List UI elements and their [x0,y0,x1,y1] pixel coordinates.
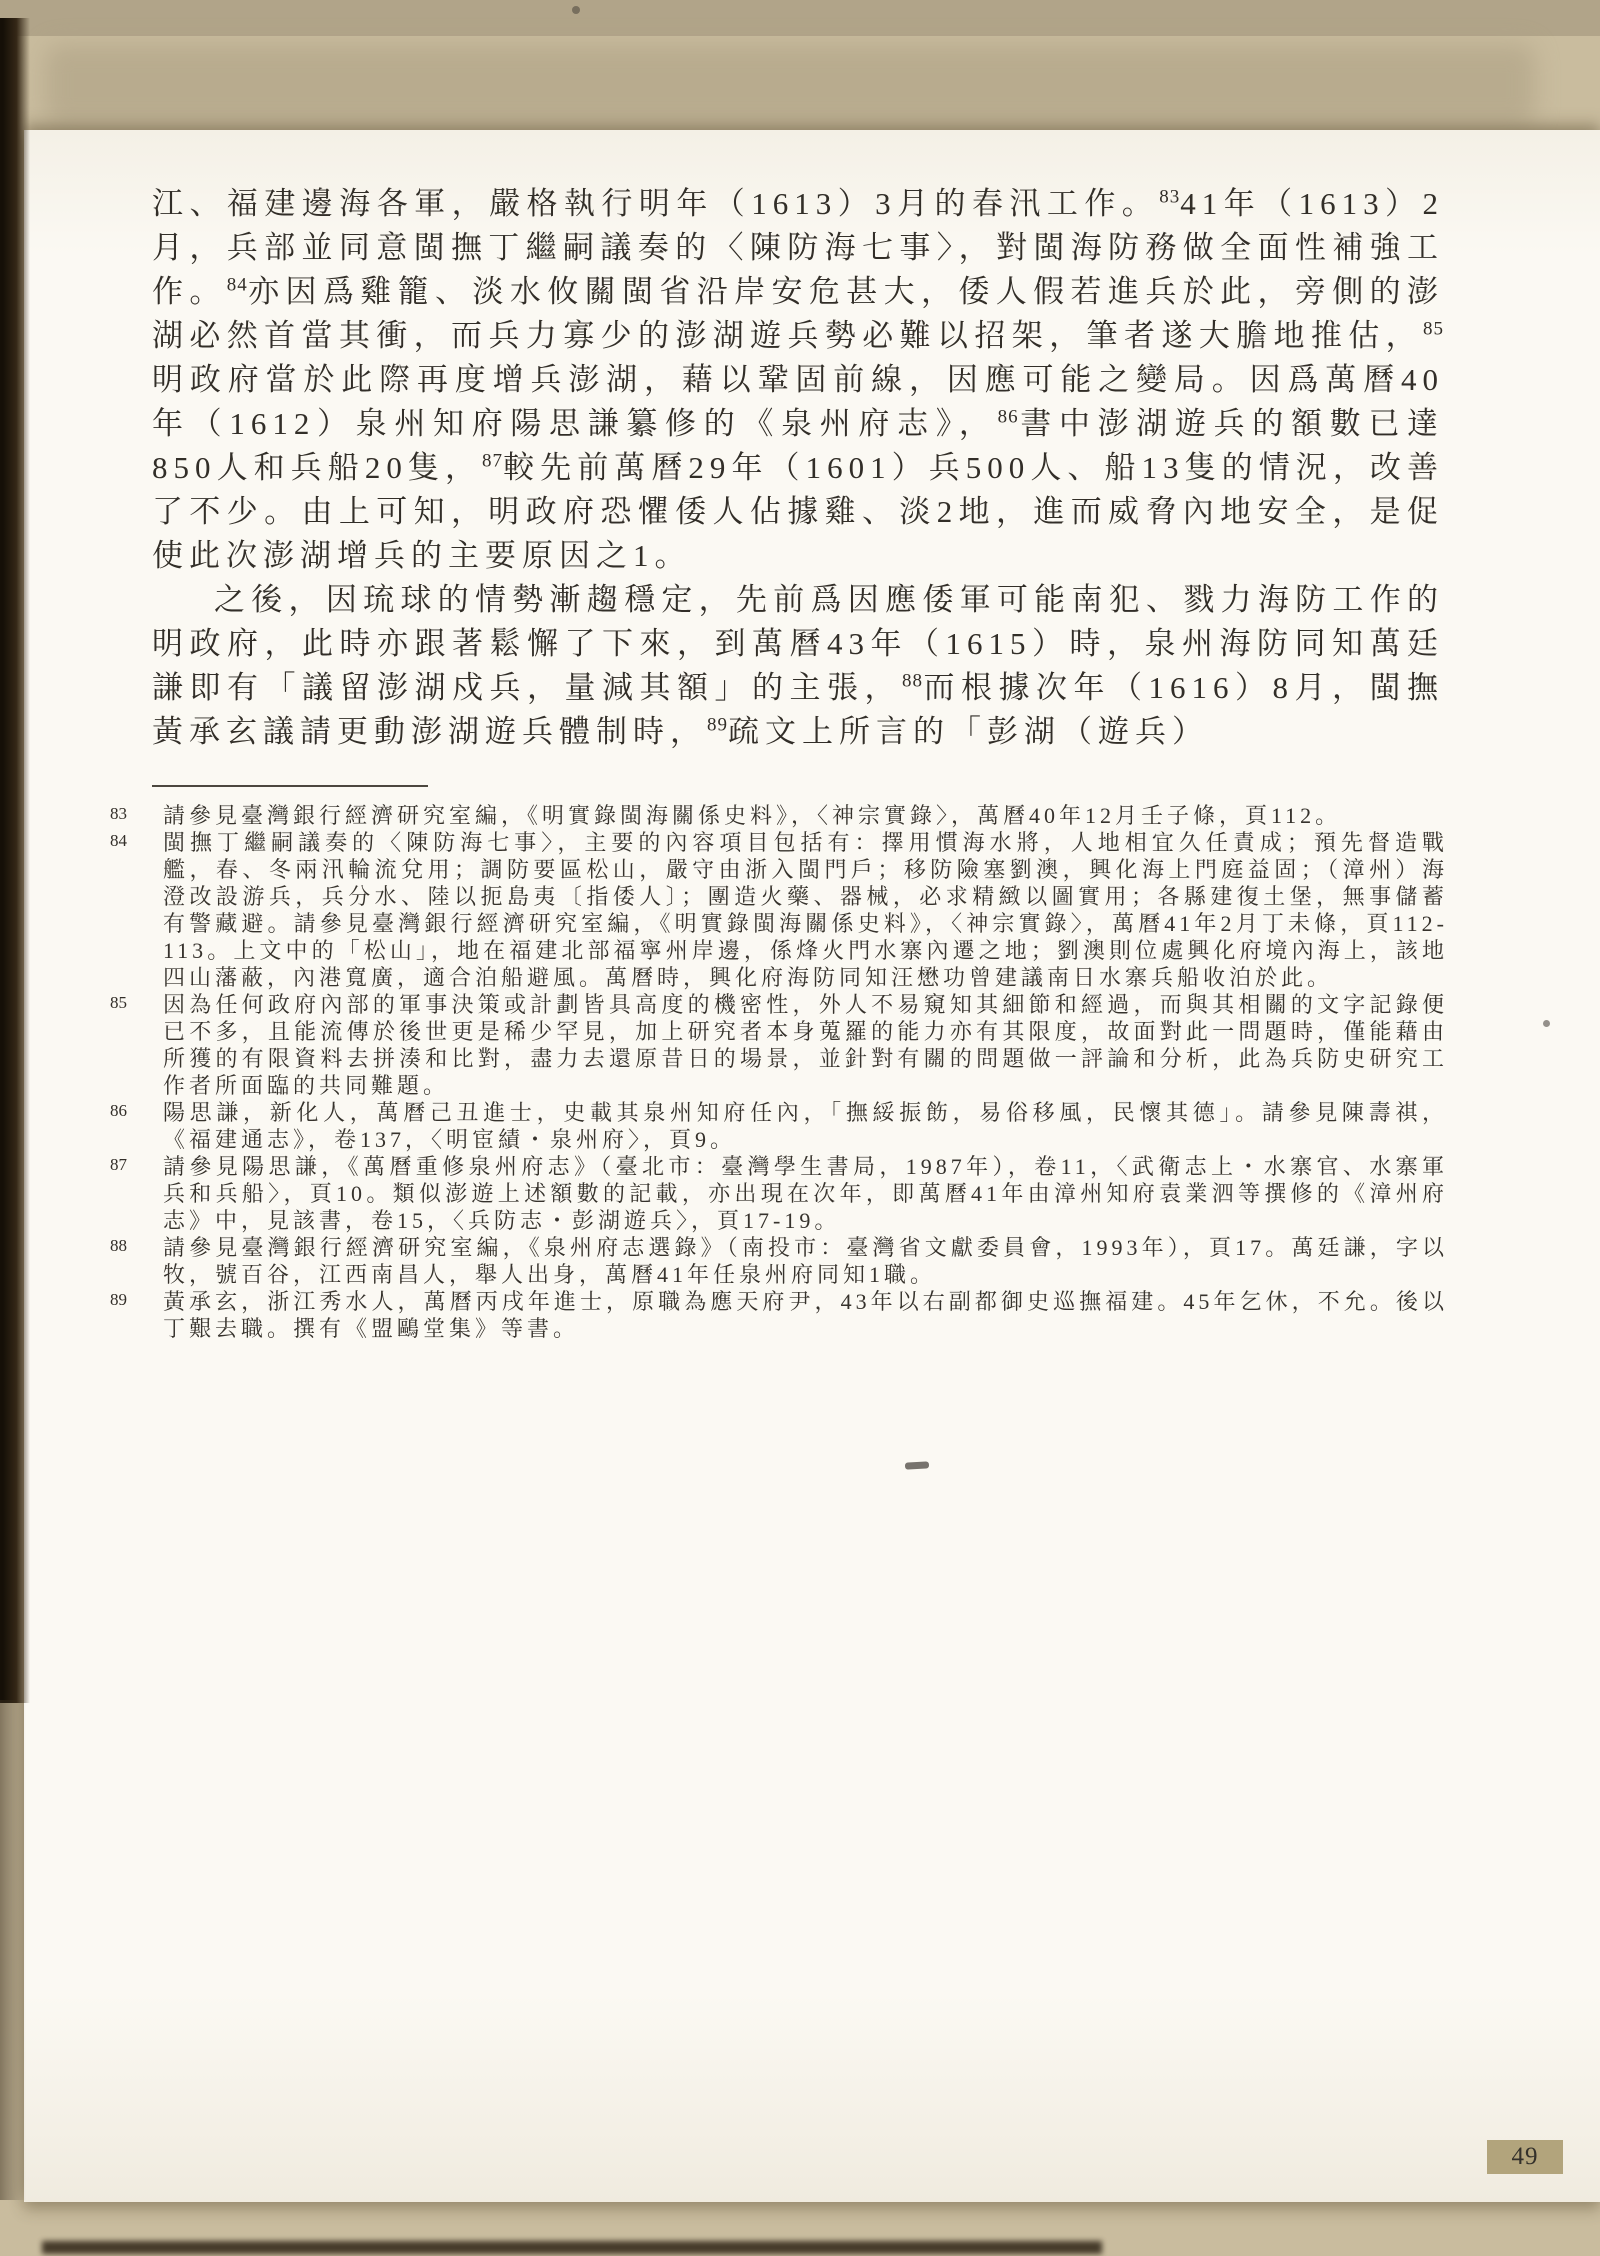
footnote-separator-rule [152,785,428,787]
footnote-text: 因為任何政府內部的軍事決策或計劃皆具高度的機密性，外人不易窺知其細節和經過，而與其相關的文字記錄便已不多，且能流傳於後世更是稀少罕見，加上研究者本身蒐羅的能力亦有其限度，故面對此一問題時，僅能藉由所獲的有限資料去拼湊和比對，盡力去還原昔日的場景，並針對有關的問題做一評論和分析，此為兵防史研究工作者所面臨的共同難題。 [163,992,1448,1098]
footnote-number: 85 [110,993,127,1012]
footnote-number: 87 [110,1155,127,1174]
scan-top-shadow [0,0,1600,36]
footnote-number: 86 [110,1101,127,1120]
page-number-badge [1487,2140,1563,2174]
footnote [110,1288,1448,1342]
scan-left-edge-shadow-lower [0,1700,26,2200]
footnote [110,1234,1448,1288]
page-number: 49 [1511,2143,1539,2170]
footnote-text: 請參見臺灣銀行經濟研究室編，《泉州府志選錄》（南投市：臺灣省文獻委員會，1993年），頁17。萬廷謙，字以牧，號百谷，江西南昌人，舉人出身，萬曆41年任泉州府同知1職。 [163,1235,1448,1287]
footnote [110,991,1448,1099]
scan-bottom-edge-shadow [42,2241,1102,2254]
footnote-number: 89 [110,1290,127,1309]
scan-speck [572,6,580,14]
footnote-text: 陽思謙，新化人，萬曆己丑進士，史載其泉州知府任內，「撫綏振飭，易俗移風，民懷其德」。請參見陳壽祺，《福建通志》，卷137，〈明宦績・泉州府〉，頁9。 [163,1100,1448,1152]
body-text-block [152,182,1444,754]
footnote [110,829,1448,991]
footnote-text: 請參見臺灣銀行經濟研究室編，《明實錄閩海關係史料》，〈神宗實錄〉，萬曆40年12月壬子條，頁112。 [163,803,1342,828]
footnote-reference: 85 [1423,318,1444,340]
scan-speck [905,1461,929,1469]
body-paragraph: 之後，因琉球的情勢漸趨穩定，先前爲因應倭軍可能南犯、戮力海防工作的明政府，此時亦跟著鬆懈了下來，到萬曆43年（1615）時，泉州海防同知萬廷謙即有「議留澎湖戍兵，量減其額」的主張，$^{88}$而根據次年（1616）8月，閩撫黃承玄議請更動澎湖遊兵體制時，$^{89}$疏文上所言的「彭湖（遊兵） [152,582,1444,749]
scan-left-edge-shadow [0,18,30,1703]
footnote-reference: 83 [1159,186,1181,208]
footnote-reference: 86 [997,406,1019,428]
scan-speck [1543,1020,1550,1027]
footnote-number: 88 [110,1236,127,1255]
footnote-reference: 89 [707,714,728,736]
footnote-text: 黃承玄，浙江秀水人，萬曆丙戌年進士，原職為應天府尹，43年以右副都御史巡撫福建。45年乞休，不允。後以丁艱去職。撰有《盟鷗堂集》等書。 [163,1289,1448,1341]
footnote [110,1153,1448,1234]
footnote-text: 請參見陽思謙，《萬曆重修泉州府志》（臺北市：臺灣學生書局，1987年），卷11，〈武衛志上・水寨官、水寨軍兵和兵船〉，頁10。類似澎遊上述額數的記載，亦出現在次年，即萬曆41年由漳州知府袁業泗等撰修的《漳州府志》中，見該書，卷15，〈兵防志・彭湖遊兵〉，頁17-19。 [163,1154,1448,1233]
footnote-text: 閩撫丁繼嗣議奏的〈陳防海七事〉，主要的內容項目包括有：擇用慣海水將，人地相宜久任責成；預先督造戰艦，春、冬兩汛輪流兌用；調防要區松山，嚴守由浙入閩門戶；移防險塞劉澳，興化海上門庭益固；（漳州）海澄改設游兵，兵分水、陸以扼島夷〔指倭人〕；團造火藥、器械，必求精緻以圖實用；各縣建復土堡，無事儲蓄有警藏避。請參見臺灣銀行經濟研究室編，《明實錄閩海關係史料》，〈神宗實錄〉，萬曆41年2月丁未條，頁112-113。上文中的「松山」，地在福建北部福寧州岸邊，係烽火門水寨內遷之地；劉澳則位處興化府境內海上，該地四山藩蔽，內港寬廣，適合泊船避風。萬曆時，興化府海防同知汪懋功曾建議南日水寨兵船收泊於此。 [163,830,1448,990]
footnote [110,1099,1448,1153]
footnote-number: 84 [110,831,127,850]
footnote-number: 83 [110,804,127,823]
body-paragraph: 江、福建邊海各軍，嚴格執行明年（1613）3月的春汛工作。$^{83}$41年（1613）2月，兵部並同意閩撫丁繼嗣議奏的〈陳防海七事〉，對閩海防務做全面性補強工作。$^{84}$亦因爲雞籠、淡水攸關閩省沿岸安危甚大，倭人假若進兵於此，旁側的澎湖必然首當其衝，而兵力寡少的澎湖遊兵勢必難以招架，筆者遂大膽地推估，$^{85}$明政府當於此際再度增兵澎湖，藉以鞏固前線，因應可能之變局。因爲萬曆40年（1612）泉州知府陽思謙纂修的《泉州府志》，$^{86}$書中澎湖遊兵的額數已達850人和兵船20隻，$^{87}$較先前萬曆29年（1601）兵500人、船13隻的情況，改善了不少。由上可知，明政府恐懼倭人佔據雞、淡2地，進而威脅內地安全，是促使此次澎湖增兵的主要原因之1。 [152,186,1445,573]
footnote [110,802,1448,829]
scan-smudge-shadow [45,44,1535,126]
footnotes-block [110,802,1448,1342]
page-paper [24,130,1600,2202]
footnote-reference: 88 [902,670,923,692]
footnote-reference: 87 [482,450,504,472]
footnote-reference: 84 [226,274,248,296]
